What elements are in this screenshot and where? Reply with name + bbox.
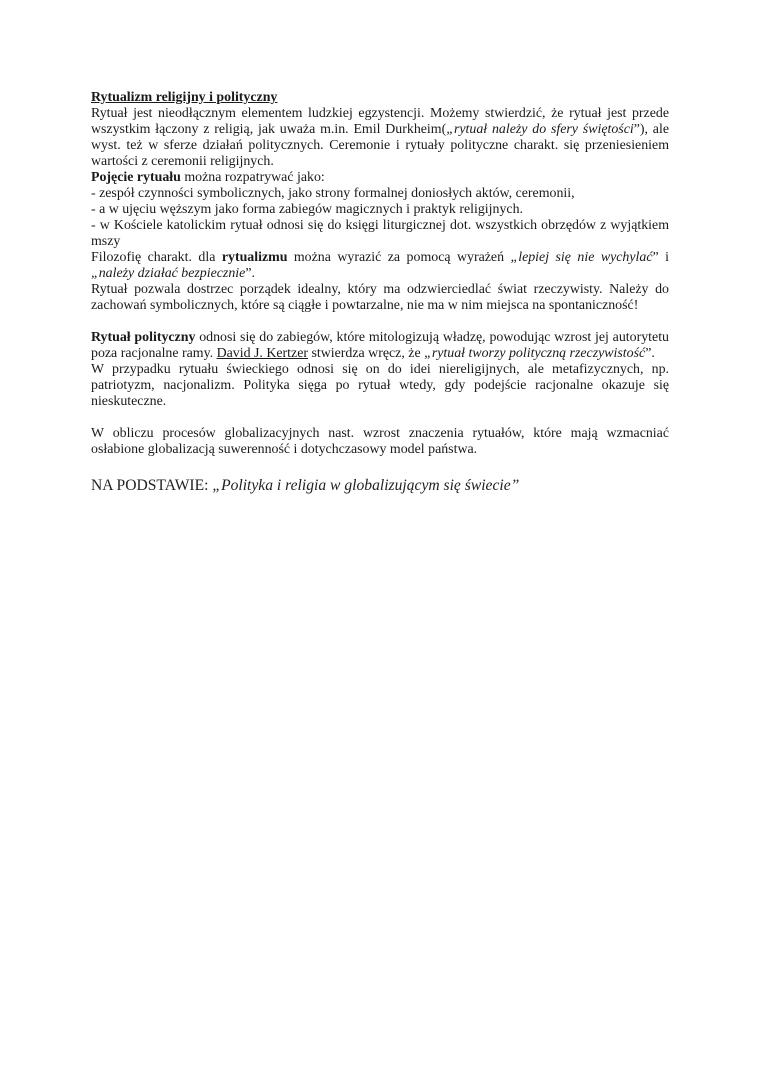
author-link[interactable]: David J. Kertzer [216,346,309,361]
paragraph-philosophy: Filozofię charakt. dla rytualizmu można wyrazić za pomocą wyrażeń „lepiej się nie wychylać” i „należy działać bezpiecznie”. [91,250,669,281]
paragraph-political-ritual: Rytuał polityczny odnosi się do zabiegów, które mitologizują władzę, powodując wzrost jej autorytetu poza racjonalne ramy. David J. Kertzer stwierdza wręcz, że „rytuał tworzy polityczną rzeczywistość”. [91,330,669,361]
paragraph-order: Rytuał pozwala dostrzec porządek idealny, który ma odzwierciedlać świat rzeczywisty. Należy do zachowań symbolicznych, które są ciągłe i powtarzalne, nie ma w nim miejsca na spontaniczność! [91,282,669,313]
paragraph-intro: Rytuał jest nieodłącznym elementem ludzkiej egzystencji. Możemy stwierdzić, że rytuał jest przede wszystkim łączony z religią, jak uważa m.in. Emil Durkheim(„rytuał należy do sfery świętości”), ale wyst. też w sferze działań politycznych. Ceremonie i rytuały polityczne charakt. się przeniesieniem wartości z ceremonii religijnych. [91,106,669,169]
spacer [91,410,669,426]
paragraph-globalization: W obliczu procesów globalizacyjnych nast. wzrost znaczenia rytuałów, które mają wzmacniać osłabione globalizacją suwerenność i dotychczasowy model państwa. [91,426,669,457]
document-title: Rytualizm religijny i polityczny [91,90,278,105]
paragraph-definition: Pojęcie rytuału można rozpatrywać jako: [91,170,325,185]
list-item: - a w ujęciu węższym jako forma zabiegów magicznych i praktyk religijnych. [91,202,523,217]
source-footer: NA PODSTAWIE: „Polityka i religia w globalizującym się świecie” [91,477,520,494]
list-item: - w Kościele katolickim rytuał odnosi się do księgi liturgicznej dot. wszystkich obrzędów z wyjątkiem mszy [91,218,669,249]
spacer [91,314,669,330]
list-item: - zespół czynności symbolicznych, jako strony formalnej doniosłych aktów, ceremonii, [91,186,575,201]
paragraph-secular: W przypadku rytuału świeckiego odnosi się on do idei niereligijnych, ale metafizycznych, np. patriotyzm, nacjonalizm. Polityka sięga po rytuał wtedy, gdy podejście racjonalne okazuje się nieskuteczne. [91,362,669,409]
document-body [91,90,669,495]
